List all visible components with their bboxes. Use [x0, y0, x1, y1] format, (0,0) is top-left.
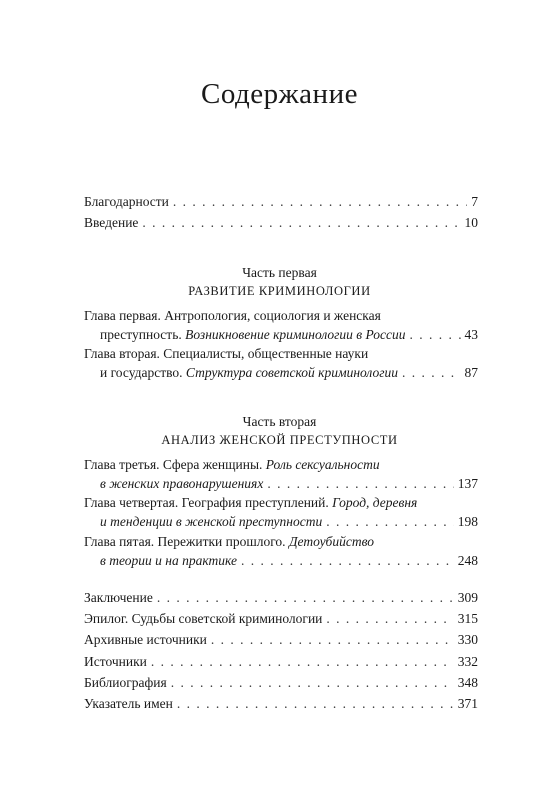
- toc-page-number: 371: [457, 696, 478, 711]
- toc-entry-label: Глава пятая. Пережитки прошлого.: [84, 534, 286, 549]
- toc-entry-name-index[interactable]: [84, 694, 478, 713]
- dot-leader: [151, 652, 454, 671]
- toc-entry-acknowledgements[interactable]: [84, 192, 478, 211]
- part-subtitle: РАЗВИТИЕ КРИМИНОЛОГИИ: [188, 284, 371, 298]
- toc-entry-label: Источники: [84, 654, 147, 669]
- part-two-heading: [0, 412, 559, 450]
- toc-entry-subtitle: Роль сексуальности: [265, 457, 380, 472]
- dot-leader: [211, 630, 454, 649]
- dot-leader: [171, 673, 454, 692]
- toc-entry-subtitle: Город, деревня: [332, 495, 418, 510]
- toc-entry-sources[interactable]: [84, 652, 478, 671]
- toc-entry-label: Глава первая. Антропология, социология и женская: [84, 308, 381, 323]
- toc-entry-label: Благодарности: [84, 194, 169, 209]
- toc-entry-chapter-1[interactable]: [84, 306, 478, 344]
- toc-page-number: 330: [457, 632, 478, 647]
- toc-entry-subtitle: Структура советской криминологии: [185, 365, 398, 380]
- toc-entry-label: Библиография: [84, 675, 167, 690]
- toc-entry-label: Указатель имен: [84, 696, 173, 711]
- dot-leader: [177, 694, 454, 713]
- toc-entry-label-cont: преступность.: [100, 327, 182, 342]
- toc-page-number: 7: [471, 194, 478, 209]
- toc-entry-label: Глава третья. Сфера женщины.: [84, 457, 263, 472]
- toc-entry-chapter-3[interactable]: [84, 455, 478, 493]
- dot-leader: [326, 609, 453, 628]
- part-label: Часть вторая: [242, 414, 317, 429]
- toc-page-number: 332: [457, 654, 478, 669]
- dot-leader: [241, 551, 454, 570]
- toc-entry-conclusion[interactable]: [84, 588, 478, 607]
- dot-leader: [410, 325, 461, 344]
- toc-page-number: 315: [457, 611, 478, 626]
- toc-page-number: 348: [457, 675, 478, 690]
- toc-entry-label: Эпилог. Судьбы советской криминологии: [84, 611, 323, 626]
- toc-page-number: 87: [464, 365, 478, 380]
- part-label: Часть первая: [242, 265, 317, 280]
- toc-entry-label: Архивные источники: [84, 632, 207, 647]
- toc-entry-label: Заключение: [84, 590, 153, 605]
- toc-page-number: 43: [464, 327, 478, 342]
- toc-entry-chapter-2[interactable]: [84, 344, 478, 382]
- part-subtitle: АНАЛИЗ ЖЕНСКОЙ ПРЕСТУПНОСТИ: [161, 433, 398, 447]
- part-one-heading: [0, 263, 559, 301]
- toc-page-number: 10: [464, 215, 478, 230]
- toc-entry-chapter-4[interactable]: [84, 493, 478, 531]
- dot-leader: [157, 588, 454, 607]
- page-title: Содержание: [201, 78, 358, 110]
- toc-entry-epilogue[interactable]: [84, 609, 478, 628]
- toc-entry-bibliography[interactable]: [84, 673, 478, 692]
- toc-entry-chapter-5[interactable]: [84, 532, 478, 570]
- toc-entry-archival-sources[interactable]: [84, 630, 478, 649]
- dot-leader: [173, 192, 467, 211]
- toc-page-number: 198: [457, 514, 478, 529]
- toc-entry-introduction[interactable]: [84, 213, 478, 232]
- dot-leader: [142, 213, 460, 232]
- toc-entry-subtitle-cont: в женских правонарушениях: [100, 476, 264, 491]
- toc-page-number: 137: [457, 476, 478, 491]
- toc-entry-label: Глава вторая. Специалисты, общественные науки: [84, 346, 369, 361]
- toc-entry-label: Введение: [84, 215, 139, 230]
- toc-entry-subtitle-cont: и тенденции в женской преступности: [100, 514, 323, 529]
- toc-entry-subtitle: Детоубийство: [288, 534, 375, 549]
- toc-entry-label: Глава четвертая. География преступлений.: [84, 495, 329, 510]
- dot-leader: [267, 474, 453, 493]
- dot-leader: [326, 512, 454, 531]
- toc-entry-label-cont: и государство.: [100, 365, 183, 380]
- toc-entry-subtitle: Возникновение криминологии в России: [185, 327, 406, 342]
- toc-entry-subtitle-cont: в теории и на практике: [100, 553, 237, 568]
- dot-leader: [402, 363, 461, 382]
- toc-page-number: 309: [457, 590, 478, 605]
- toc-page-number: 248: [457, 553, 478, 568]
